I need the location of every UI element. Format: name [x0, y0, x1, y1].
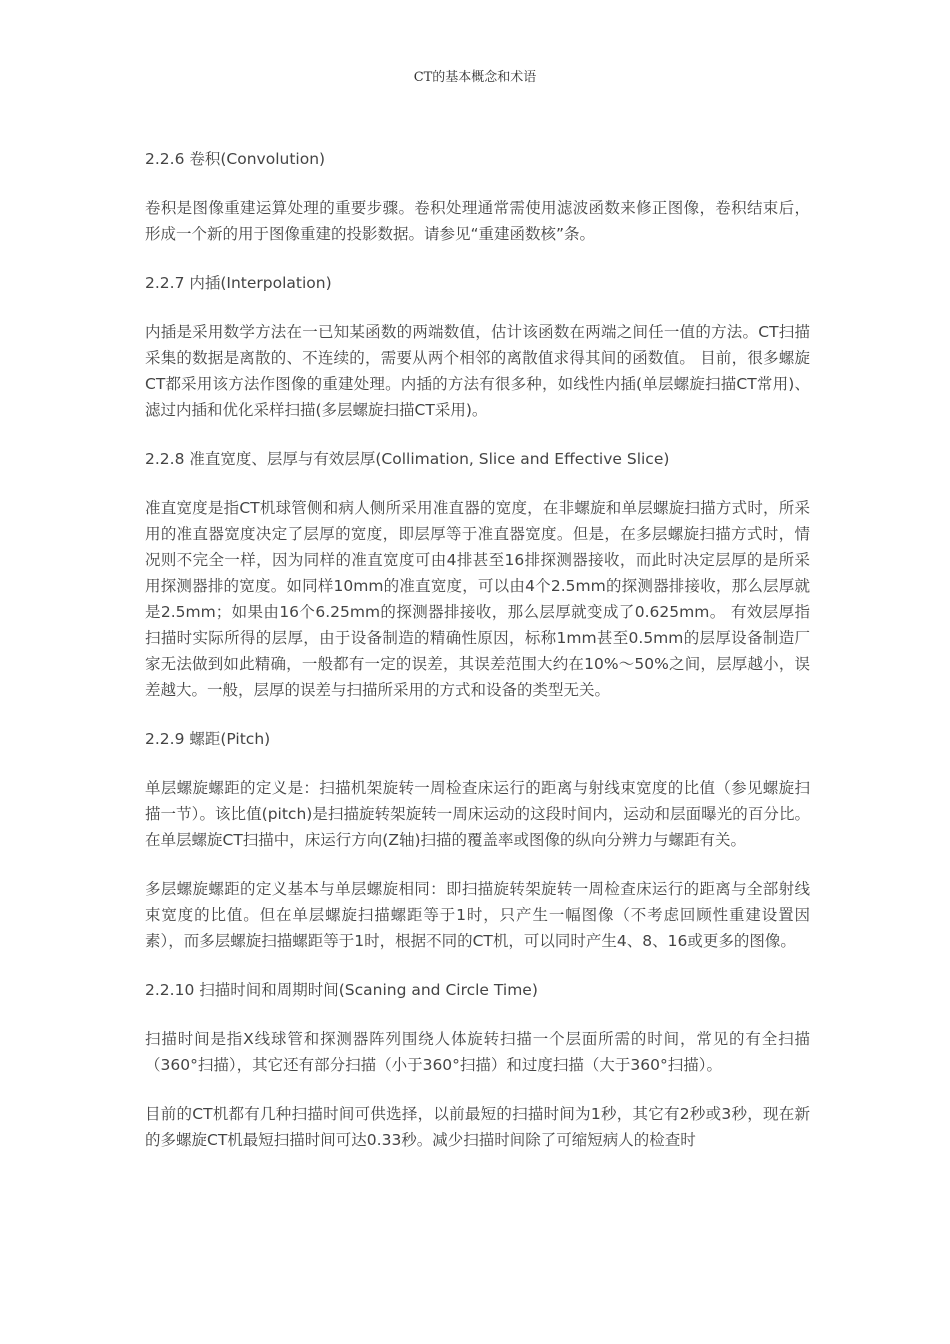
- section-collimation: [145, 446, 810, 703]
- section-heading: 2.2.10 扫描时间和周期时间(Scaning and Circle Time): [145, 981, 538, 999]
- section-heading: 2.2.6 卷积(Convolution): [145, 150, 326, 168]
- paragraph: 目前的CT机都有几种扫描时间可供选择，以前最短的扫描时间为1秒，其它有2秒或3秒，现在新的多螺旋CT机最短扫描时间可达0.33秒。减少扫描时间除了可缩短病人的检查时: [145, 1105, 810, 1149]
- paragraph: 扫描时间是指X线球管和探测器阵列围绕人体旋转扫描一个层面所需的时间，常见的有全扫描（360°扫描），其它还有部分扫描（小于360°扫描）和过度扫描（大于360°扫描）。: [145, 1030, 810, 1074]
- paragraph: 单层螺旋螺距的定义是：扫描机架旋转一周检查床运行的距离与射线束宽度的比值（参见螺旋扫描一节）。该比值(pitch)是扫描旋转架旋转一周床运动的这段时间内，运动和层面曝光的百分比。在单层螺旋CT扫描中，床运行方向(Z轴)扫描的覆盖率或图像的纵向分辨力与螺距有关。: [145, 779, 810, 849]
- section-heading: 2.2.8 准直宽度、层厚与有效层厚(Collimation, Slice and Effective Slice): [145, 450, 670, 468]
- document-title: CT的基本概念和术语: [413, 70, 537, 85]
- paragraph: 多层螺旋螺距的定义基本与单层螺旋相同：即扫描旋转架旋转一周检查床运行的距离与全部射线束宽度的比值。但在单层螺旋扫描螺距等于1时，只产生一幅图像（不考虑回顾性重建设置因素），而多层螺旋扫描螺距等于1时，根据不同的CT机，可以同时产生4、8、16或更多的图像。: [145, 880, 810, 950]
- paragraph: 内插是采用数学方法在一已知某函数的两端数值，估计该函数在两端之间任一值的方法。CT扫描采集的数据是离散的、不连续的，需要从两个相邻的离散值求得其间的函数值。 目前，很多螺旋CT都采用该方法作图像的重建处理。内插的方法有很多种，如线性内插(单层螺旋扫描CT常用)、滤过内插和优化采样扫描(多层螺旋扫描CT采用)。: [145, 323, 810, 419]
- section-heading: 2.2.7 内插(Interpolation): [145, 274, 332, 292]
- section-interpolation: [145, 270, 810, 423]
- section-heading: 2.2.9 螺距(Pitch): [145, 730, 271, 748]
- section-scan-time: [145, 977, 810, 1153]
- section-convolution: [145, 146, 810, 247]
- paragraph: 准直宽度是指CT机球管侧和病人侧所采用准直器的宽度，在非螺旋和单层螺旋扫描方式时，所采用的准直器宽度决定了层厚的宽度，即层厚等于准直器宽度。但是，在多层螺旋扫描方式时，情况则不完全一样，因为同样的准直宽度可由4排甚至16排探测器接收，而此时决定层厚的是所采用探测器排的宽度。如同样10mm的准直宽度，可以由4个2.5mm的探测器排接收，那么层厚就是2.5mm；如果由16个6.25mm的探测器排接收，那么层厚就变成了0.625mm。 有效层厚指扫描时实际所得的层厚，由于设备制造的精确性原因，标称1mm甚至0.5mm的层厚设备制造厂家无法做到如此精确，一般都有一定的误差，其误差范围大约在10%～50%之间，层厚越小，误差越大。一般，层厚的误差与扫描所采用的方式和设备的类型无关。: [145, 499, 810, 699]
- document-body: [145, 146, 810, 1153]
- section-pitch: [145, 726, 810, 954]
- page-header: [0, 66, 950, 85]
- paragraph: 卷积是图像重建运算处理的重要步骤。卷积处理通常需使用滤波函数来修正图像，卷积结束后，形成一个新的用于图像重建的投影数据。请参见“重建函数核”条。: [145, 199, 810, 243]
